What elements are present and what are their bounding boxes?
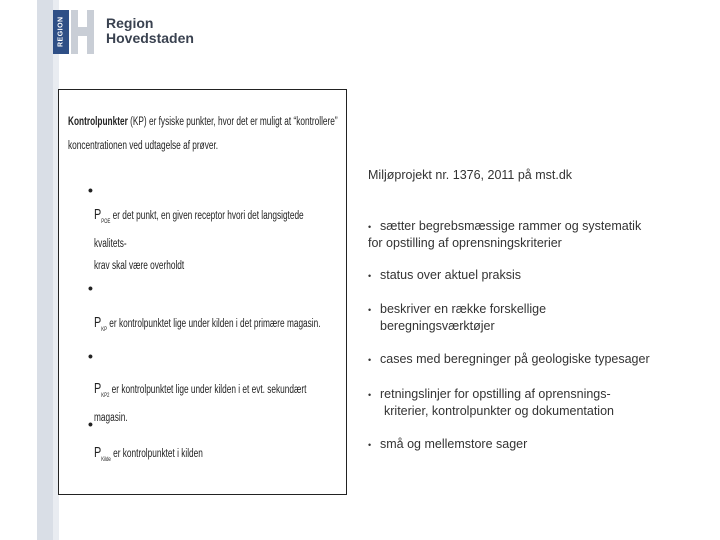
logo-h-icon bbox=[71, 10, 95, 54]
notes-heading: Miljøprojekt nr. 1376, 2011 på mst.dk bbox=[368, 168, 573, 182]
kp-subscript: KP2 bbox=[101, 393, 110, 399]
bullet-icon: • bbox=[88, 348, 93, 364]
kp-text: er det punkt, en given receptor hvori det langsigtede kvalitets- bbox=[94, 210, 304, 250]
note-b5-line2: kriterier, kontrolpunkter og dokumentation bbox=[384, 404, 614, 418]
kp-item bbox=[94, 378, 332, 429]
kp-subscript: Kilde bbox=[101, 457, 111, 463]
bullet-icon: • bbox=[368, 222, 372, 232]
logo-line2: Hovedstaden bbox=[106, 30, 194, 46]
bullet-icon: • bbox=[88, 182, 93, 198]
intro-rest: (KP) er fysiske punkter, hvor det er muligt at “kontrollere” bbox=[130, 116, 338, 128]
kp-text: er kontrolpunktet lige under kilden i et evt. sekundært magasin. bbox=[94, 384, 307, 424]
bullet-icon: • bbox=[368, 271, 372, 281]
kp-symbol: P bbox=[94, 314, 102, 331]
logo-vertical-text: REGION bbox=[57, 16, 65, 48]
intro-term: Kontrolpunkter bbox=[68, 116, 128, 128]
kp-item bbox=[94, 312, 332, 341]
kp-symbol: P bbox=[94, 380, 102, 397]
kp-text-cont: krav skal være overholdt bbox=[94, 260, 185, 272]
side-band bbox=[37, 0, 53, 540]
bullet-icon: • bbox=[368, 390, 372, 400]
kp-item bbox=[94, 204, 332, 277]
logo-line1: Region bbox=[106, 15, 154, 31]
kp-item bbox=[94, 442, 332, 471]
kp-symbol: P bbox=[94, 444, 102, 461]
note-b3-line2: beregningsværktøjer bbox=[380, 319, 495, 333]
note-b6: små og mellemstore sager bbox=[380, 437, 528, 451]
note-b4: cases med beregninger på geologiske typesager bbox=[380, 352, 650, 366]
bullet-icon: • bbox=[368, 355, 372, 365]
bullet-icon: • bbox=[368, 440, 372, 450]
intro-line2: koncentrationen ved udtagelse af prøver. bbox=[68, 140, 219, 152]
kp-symbol: P bbox=[94, 206, 102, 223]
slide-intro bbox=[68, 110, 343, 158]
note-b1-line2: for opstilling af oprensningskriterier bbox=[368, 236, 562, 250]
kp-subscript: POE bbox=[101, 219, 111, 225]
bullet-icon: • bbox=[368, 305, 372, 315]
slide-content bbox=[64, 98, 342, 488]
note-b1-line1: sætter begrebsmæssige rammer og systematik bbox=[380, 219, 642, 233]
kp-subscript: KP bbox=[101, 327, 107, 333]
note-b5-line1: retningslinjer for opstilling af oprensnings- bbox=[380, 387, 611, 401]
note-b2: status over aktuel praksis bbox=[380, 268, 522, 282]
bullet-icon: • bbox=[88, 280, 93, 296]
logo-text bbox=[106, 16, 194, 46]
slide-image-frame bbox=[58, 89, 347, 495]
note-b3-line1: beskriver en række forskellige bbox=[380, 302, 547, 316]
bullet-icon: • bbox=[88, 416, 93, 432]
kp-text: er kontrolpunktet i kilden bbox=[113, 448, 203, 460]
kp-text: er kontrolpunktet lige under kilden i det primære magasin. bbox=[109, 318, 321, 330]
